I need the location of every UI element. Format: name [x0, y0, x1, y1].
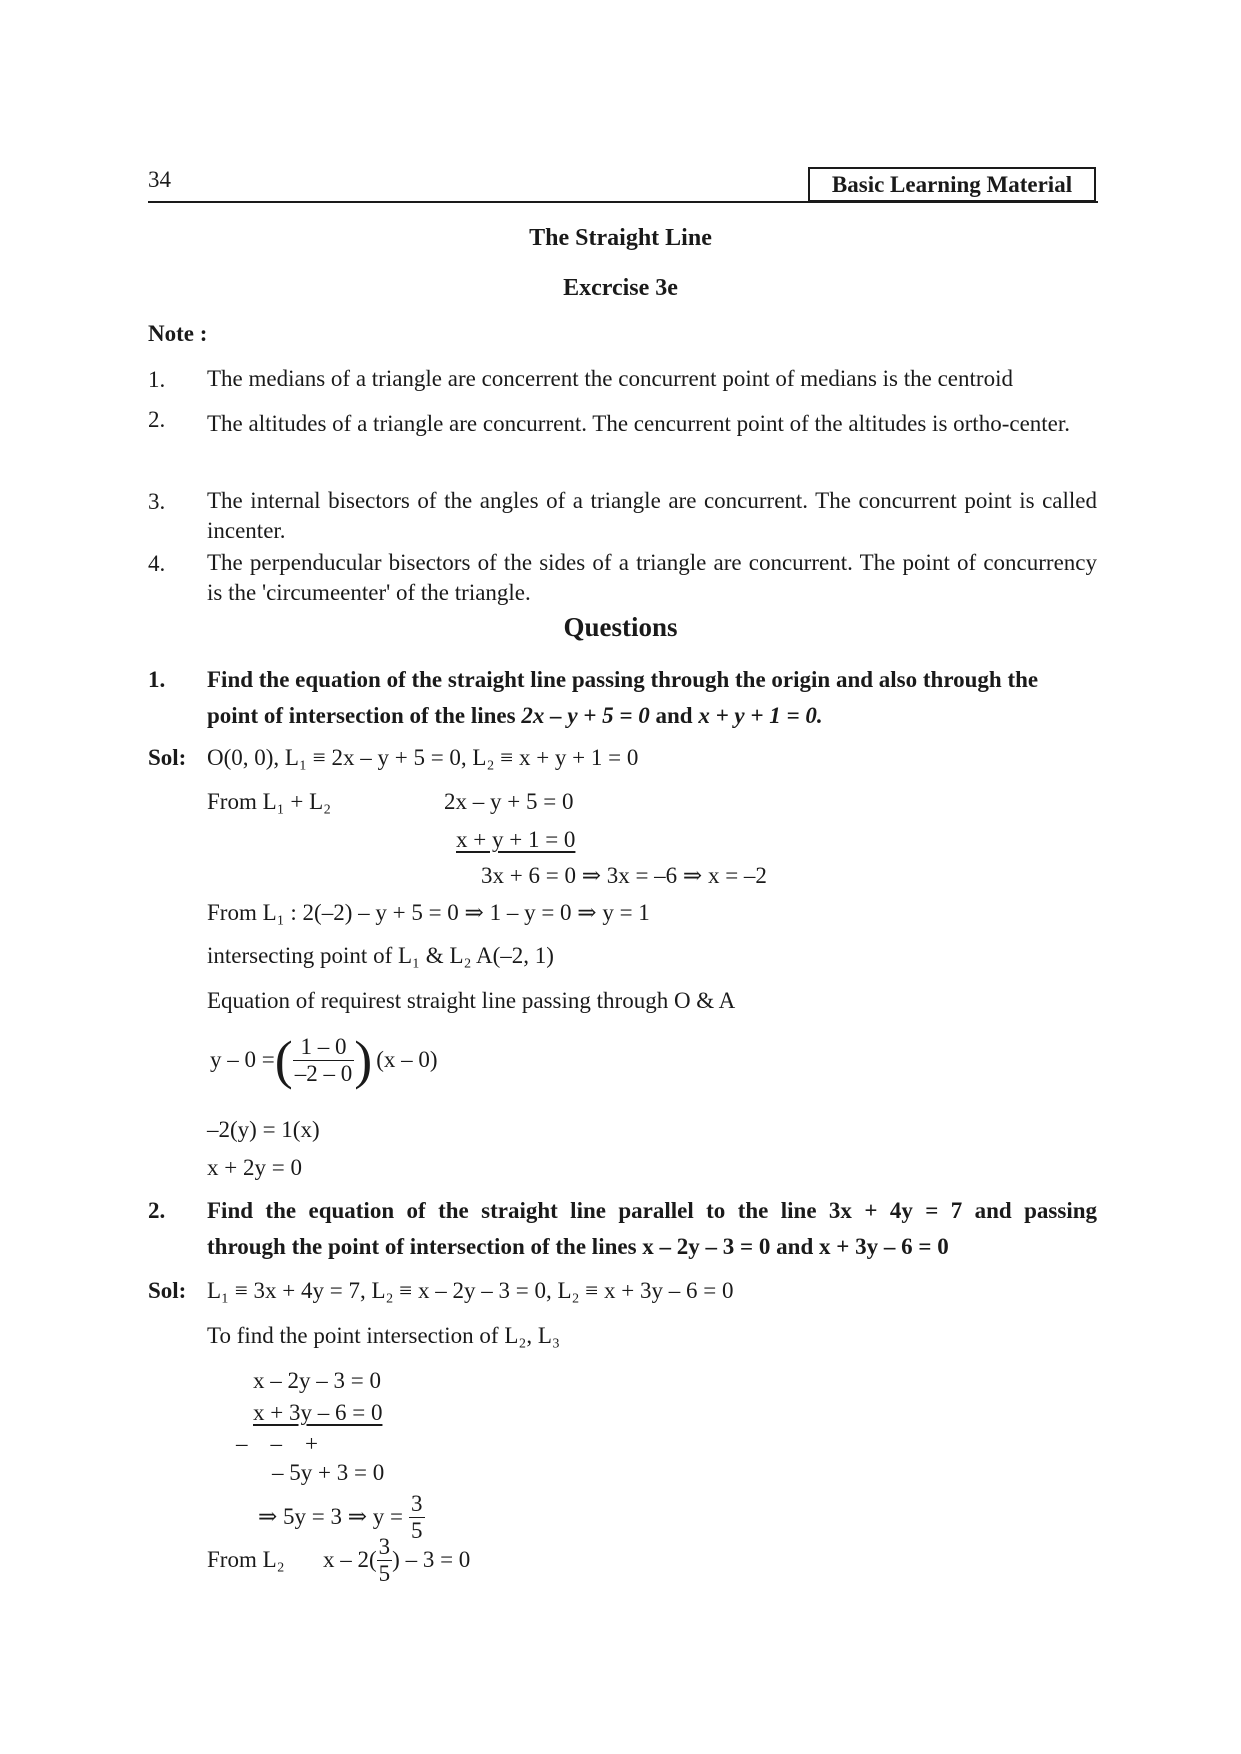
fraction-equation: [210, 1030, 438, 1090]
equation: x + 3y – 6 = 0: [253, 1400, 383, 1425]
question-line: Find the equation of the straight line passing through the origin and also through the: [207, 667, 1039, 692]
question-text: and: [649, 703, 699, 728]
fraction-numerator: 3: [411, 1490, 423, 1516]
equation: y – 0 =: [210, 1047, 275, 1072]
note-text: The internal bisectors of the angles of a triangle are concurrent. The concurrent point is called incenter.: [207, 488, 1097, 543]
equation: 3x + 6 = 0 ⇒ 3x = –6 ⇒ x = –2: [481, 863, 767, 888]
question-line: through the point of intersection of the lines x – 2y – 3 = 0 and x + 3y – 6 = 0: [207, 1234, 949, 1259]
note-text: The medians of a triangle are concerrent the concurrent point of medians is the centroid: [207, 366, 1013, 391]
solution-line: To find the point intersection of L₂, L₃: [207, 1323, 560, 1348]
fraction-denominator: –2 – 0: [294, 1060, 353, 1086]
equation: (x – 0): [376, 1047, 438, 1072]
question-line: Find the equation of the straight line parallel to the line 3x + 4y = 7 and passing: [207, 1198, 1097, 1223]
header-rule: [148, 201, 1098, 203]
fraction-numerator: 1 – 0: [293, 1034, 355, 1061]
solution-line: Equation of requirest straight line passing through O & A: [207, 988, 736, 1013]
solution-line: intersecting point of L₁ & L₂ A(–2, 1): [207, 943, 554, 968]
note-text: The altitudes of a triangle are concurrent. The cencurrent point of the altitudes is ortho-center.: [207, 411, 1071, 436]
equation: ) – 3 = 0: [392, 1547, 471, 1572]
question-text: point of intersection of the lines: [207, 703, 522, 728]
solution-line: –2(y) = 1(x): [207, 1117, 320, 1142]
page-number: 34: [148, 167, 171, 192]
right-paren: ): [354, 1030, 373, 1090]
question-number: 2.: [148, 1198, 166, 1223]
note-number: 3.: [148, 489, 166, 514]
question-line: [207, 702, 823, 730]
note-number: 1.: [148, 367, 166, 392]
note-number: 2.: [148, 407, 166, 432]
equation: x + y + 1 = 0: [456, 827, 576, 852]
fraction: [377, 1534, 393, 1587]
fraction-denominator: 5: [411, 1517, 423, 1543]
solution-line: From L₁ : 2(–2) – y + 5 = 0 ⇒ 1 – y = 0 ⇒ y = 1: [207, 900, 650, 925]
equation: x + y + 1 = 0.: [698, 703, 823, 728]
sign-row: – – +: [236, 1431, 318, 1456]
equation: – 5y + 3 = 0: [272, 1460, 385, 1485]
equation: ⇒ 5y = 3 ⇒ y =: [258, 1504, 403, 1529]
solution-label: Sol:: [148, 1278, 187, 1303]
equation: 2x – y + 5 = 0: [444, 789, 574, 814]
fraction: [293, 1034, 355, 1087]
exercise-title: Excrcise 3e: [563, 275, 678, 301]
equation: x – 2(: [323, 1547, 377, 1572]
left-paren: (: [274, 1030, 293, 1090]
solution-line: L₁ ≡ 3x + 4y = 7, L₂ ≡ x – 2y – 3 = 0, L₂ ≡ x + 3y – 6 = 0: [207, 1278, 734, 1303]
questions-heading: Questions: [563, 612, 678, 642]
solution-line: x + 2y = 0: [207, 1155, 302, 1180]
chapter-title: The Straight Line: [529, 225, 712, 251]
solution-line: O(0, 0), L₁ ≡ 2x – y + 5 = 0, L₂ ≡ x + y + 1 = 0: [207, 745, 639, 770]
book-title-box: Basic Learning Material: [808, 167, 1096, 202]
solution-label: Sol:: [148, 745, 187, 770]
solution-line: From L₁ + L₂: [207, 789, 332, 814]
question-number: 1.: [148, 667, 166, 692]
fraction-equation: [323, 1530, 470, 1590]
equation: x – 2y – 3 = 0: [253, 1368, 381, 1393]
fraction-numerator: 3: [378, 1533, 391, 1559]
equation: 2x – y + 5 = 0: [521, 703, 650, 728]
solution-line: From L₂: [207, 1547, 285, 1572]
note-number: 4.: [148, 551, 166, 576]
fraction-denominator: 5: [378, 1560, 391, 1586]
note-label: Note :: [148, 321, 208, 346]
note-text: The perpenducular bisectors of the sides of a triangle are concurrent. The point of concurrency is the 'circumeenter' of the triangle.: [207, 550, 1097, 605]
